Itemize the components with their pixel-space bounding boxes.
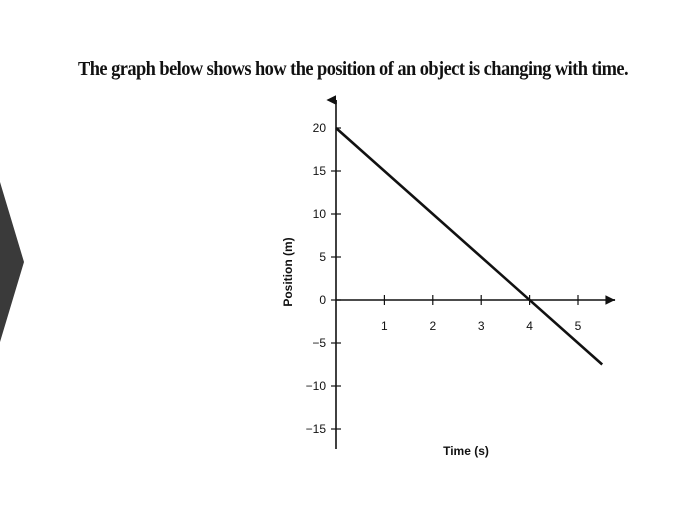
x-tick-label: 4 bbox=[526, 319, 533, 333]
y-tick-label: 10 bbox=[312, 207, 326, 221]
x-tick-label: 5 bbox=[574, 319, 582, 333]
x-tick-label: 3 bbox=[477, 319, 485, 333]
y-tick-label: 15 bbox=[312, 164, 326, 178]
x-axis-label: Time (s) bbox=[443, 444, 489, 458]
question-heading: The graph below shows how the position of an object is changing with time. bbox=[78, 58, 629, 80]
x-tick-label: 1 bbox=[381, 319, 388, 333]
y-axis-label: Position (m) bbox=[281, 237, 295, 307]
x-tick-label: 2 bbox=[429, 319, 437, 333]
y-tick-label: 0 bbox=[319, 293, 326, 307]
series-line bbox=[336, 128, 602, 365]
y-tick-label: −5 bbox=[312, 336, 326, 350]
y-tick-label: 5 bbox=[319, 250, 326, 264]
y-tick-label: 20 bbox=[312, 121, 326, 135]
y-tick-label: −15 bbox=[305, 422, 326, 436]
y-tick-label: −10 bbox=[305, 379, 326, 393]
